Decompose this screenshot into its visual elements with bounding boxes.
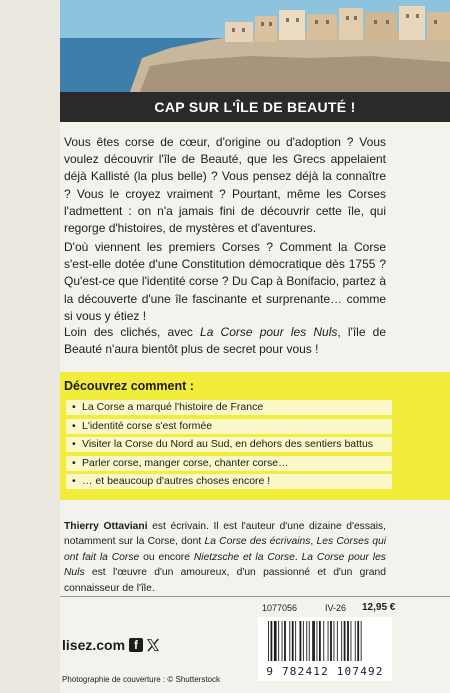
barcode-bar [330, 621, 332, 661]
discover-item: • … et beaucoup d'autres choses encore ! [66, 474, 392, 489]
barcode-bar [317, 621, 318, 661]
discover-item: • La Corse a marqué l'histoire de France [66, 400, 392, 415]
book-title: La Corse pour les Nuls [64, 551, 386, 579]
barcode-bar [323, 621, 324, 661]
barcode-bar [300, 621, 302, 661]
barcode-bar [274, 621, 277, 661]
intro-p3-after: , l'île de Beauté n'aura bientôt plus de secret pour vous ! [64, 325, 387, 357]
barcode-bar [306, 621, 307, 661]
barcode-bar [337, 621, 338, 661]
intro-paragraph-3 [64, 324, 386, 358]
barcode-bar [303, 621, 304, 661]
barcode-bar [312, 621, 315, 661]
cliff-town-illustration [60, 0, 450, 92]
barcode-bar [278, 621, 279, 661]
barcode-bar [347, 621, 349, 661]
barcode-bar [341, 621, 342, 661]
discover-heading: Découvrez comment : [64, 379, 194, 393]
barcode-bar [268, 621, 269, 661]
discover-item: • Visiter la Corse du Nord au Sud, en dehors des sentiers battus [66, 437, 392, 452]
bullet-icon: • [72, 475, 76, 487]
discover-list [66, 400, 392, 493]
barcode-bar [355, 621, 356, 661]
bullet-icon: • [72, 438, 76, 450]
book-title: Nietzsche et la Corse [193, 551, 295, 563]
bullet-icon: • [72, 401, 76, 413]
bullet-icon: • [72, 456, 76, 469]
intro-p3-title: La Corse pour les Nuls [200, 325, 338, 339]
banner-title: CAP SUR L'ÎLE DE BEAUTÉ ! [154, 99, 356, 115]
intro-paragraph-1: Vous êtes corse de cœur, d'origine ou d'adoption ? Vous voulez découvrir l'île de Beauté, que les Grecs appelaient déjà Kallisté (la plus belle) ? Vous pensez déjà la connaître ? Vous le croyez vraiment ? Pourtant, même les Corses l'admettent : on n'a jamais fini de découvrir cette île, qui regorge d'histoires, de mystères et d'aventures. [64, 135, 386, 236]
x-icon[interactable] [146, 638, 160, 652]
isbn-barcode [258, 617, 392, 681]
barcode-bar [357, 621, 359, 661]
brand-name[interactable]: lisez.com [62, 637, 126, 653]
book-title: La Corse des écrivains [204, 536, 311, 548]
discover-item: • L'identité corse s'est formée [66, 419, 392, 434]
intro-paragraph-2: D'où viennent les premiers Corses ? Comment la Corse s'est-elle dotée d'une Constitution démocratique dès 1755 ? Qu'est-ce que l'identité corse ? Du Cap à Bonifacio, partez à la découverte d'une île fascinante et surprenante… comme si vous y étiez ! [64, 240, 386, 323]
barcode-bar [319, 621, 321, 661]
discover-box [60, 372, 450, 500]
book-title: Les Corses qui ont fait la Corse [64, 536, 386, 563]
cover-photo-bonifacio [60, 0, 450, 92]
product-code: IV-26 [325, 603, 347, 613]
left-margin-strip [0, 0, 60, 693]
barcode-bar [328, 621, 329, 661]
barcode-bar [334, 621, 335, 661]
barcode-bars [258, 617, 392, 665]
isbn-number: 9 782412 107492 [266, 665, 384, 678]
author-bio: Thierry Ottaviani est écrivain. Il est l'auteur d'une dizaine d'essais, notamment sur la Corse, dont La Corse des écrivains, Les Corses qui ont fait la Corse ou encore Nietzsche et la Corse. La Corse pour les Nuls est l'œuvre d'un amoureux, d'un passionné et d'un grand connaisseur de l'île. [64, 521, 387, 594]
photo-credit: Photographie de couverture : © Shutterstock [62, 675, 220, 684]
barcode-bar [292, 621, 294, 661]
barcode-bar [271, 621, 273, 661]
facebook-icon[interactable]: f [129, 638, 143, 652]
social-links [129, 638, 160, 652]
author-name: Thierry Ottaviani [64, 521, 148, 532]
barcode-bar [284, 621, 286, 661]
bullet-icon: • [72, 419, 76, 432]
barcode-bar [282, 621, 283, 661]
section-banner [60, 92, 450, 122]
intro-p3-before: Loin des clichés, avec [64, 325, 201, 339]
publisher-brand[interactable] [62, 637, 160, 653]
product-reference: 1077056 [262, 603, 298, 613]
barcode-bar [361, 621, 362, 661]
barcode-bar [295, 621, 296, 661]
barcode-bar [344, 621, 346, 661]
barcode-bar [309, 621, 310, 661]
footer-divider [60, 596, 450, 597]
barcode-bar [289, 621, 290, 661]
discover-item: • Parler corse, manger corse, chanter corse… [66, 456, 392, 471]
barcode-bar [351, 621, 352, 661]
price: 12,95 € [362, 602, 396, 613]
